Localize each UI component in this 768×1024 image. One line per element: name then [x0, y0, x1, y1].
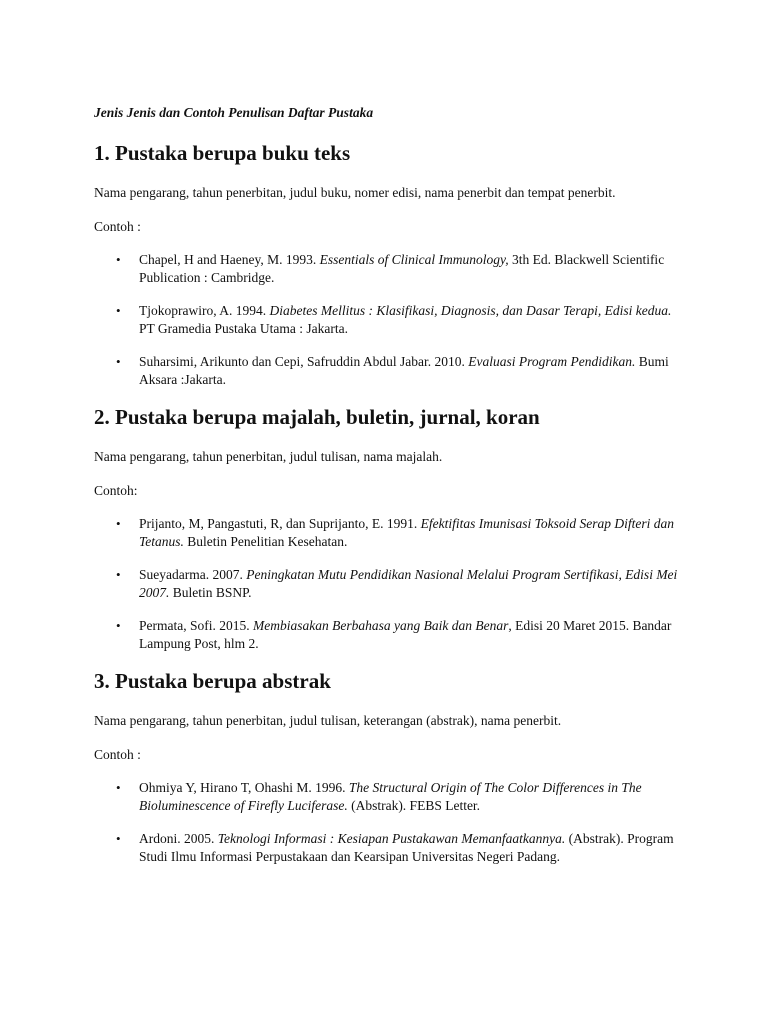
reference-publisher: Bumi Aksara :Jakarta. — [139, 354, 669, 387]
section-description: Nama pengarang, tahun penerbitan, judul tulisan, nama majalah. — [94, 449, 443, 464]
section-majalah — [94, 404, 678, 652]
reference-title: Teknologi Informasi : Kesiapan Pustakawan Memanfaatkannya. — [217, 831, 566, 846]
reference-authors: Ohmiya Y, Hirano T, Ohashi M. 1996. — [139, 780, 349, 795]
reference-publisher: 3th Ed. Blackwell Scientific Publication : Cambridge. — [139, 252, 665, 285]
bullet-icon: • — [116, 516, 121, 531]
bullet-icon: • — [116, 780, 121, 795]
bullet-icon: • — [116, 567, 121, 582]
reference-authors: Chapel, H and Haeney, M. 1993. — [139, 252, 320, 267]
reference-publisher: Buletin Penelitian Kesehatan. — [183, 533, 348, 549]
reference-publisher: (Abstrak). FEBS Letter. — [347, 797, 481, 813]
reference-list — [94, 251, 678, 388]
reference-publisher: PT Gramedia Pustaka Utama : Jakarta. — [139, 320, 348, 336]
bullet-icon: • — [116, 252, 121, 267]
reference-item — [94, 515, 678, 550]
bullet-icon: • — [116, 618, 121, 633]
reference-publisher: Buletin BSNP. — [169, 584, 252, 600]
reference-list — [94, 779, 678, 865]
reference-title: Diabetes Mellitus : Klasifikasi, Diagnosis, dan Dasar Terapi, Edisi kedua. — [269, 303, 672, 318]
reference-title: Efektifitas Imunisasi Toksoid Serap Difteri dan Tetanus. — [139, 516, 675, 549]
reference-title: Essentials of Clinical Immunology, — [319, 252, 509, 267]
contoh-label: Contoh : — [94, 746, 141, 762]
reference-item — [94, 302, 678, 337]
reference-item — [94, 566, 678, 601]
reference-publisher: (Abstrak). Program Studi Ilmu Informasi Perpustakaan dan Kearsipan Universitas Negeri Padang. — [139, 831, 674, 864]
reference-authors: Ardoni. 2005. — [139, 831, 218, 846]
bullet-icon: • — [116, 354, 121, 369]
contoh-label: Contoh: — [94, 482, 138, 498]
reference-title: Peningkatan Mutu Pendidikan Nasional Melalui Program Sertifikasi, Edisi Mei 2007. — [139, 567, 678, 600]
reference-authors: Suharsimi, Arikunto dan Cepi, Safruddin Abdul Jabar. 2010. — [139, 354, 469, 369]
bullet-icon: • — [116, 303, 121, 318]
reference-list — [94, 515, 678, 652]
reference-title: Evaluasi Program Pendidikan. — [468, 354, 636, 369]
contoh-label: Contoh : — [94, 218, 141, 234]
reference-item — [94, 353, 678, 388]
reference-item — [94, 779, 678, 814]
section-description: Nama pengarang, tahun penerbitan, judul tulisan, keterangan (abstrak), nama penerbit. — [94, 713, 562, 728]
section-heading: 3. Pustaka berupa abstrak — [94, 669, 331, 693]
bullet-icon: • — [116, 831, 121, 846]
reference-title: Membiasakan Berbahasa yang Baik dan Benar — [253, 618, 509, 633]
reference-authors: Permata, Sofi. 2015. — [139, 618, 253, 633]
document-title: Jenis Jenis dan Contoh Penulisan Daftar Pustaka — [94, 105, 374, 120]
section-abstrak — [94, 668, 678, 865]
reference-authors: Sueyadarma. 2007. — [139, 567, 247, 582]
reference-title: The Structural Origin of The Color Differences in The Bioluminescence of Firefly Luciferase. — [139, 780, 642, 813]
reference-authors: Tjokoprawiro, A. 1994. — [139, 303, 270, 318]
section-buku-teks — [94, 140, 678, 388]
section-heading: 2. Pustaka berupa majalah, buletin, jurnal, koran — [94, 405, 540, 429]
reference-item — [94, 617, 678, 652]
reference-authors: Prijanto, M, Pangastuti, R, dan Suprijanto, E. 1991. — [139, 516, 421, 531]
section-description: Nama pengarang, tahun penerbitan, judul buku, nomer edisi, nama penerbit dan tempat penerbit. — [94, 185, 616, 200]
reference-publisher: , Edisi 20 Maret 2015. Bandar Lampung Post, hlm 2. — [139, 618, 672, 651]
reference-item — [94, 251, 678, 286]
reference-item — [94, 830, 678, 865]
section-heading: 1. Pustaka berupa buku teks — [94, 141, 351, 165]
